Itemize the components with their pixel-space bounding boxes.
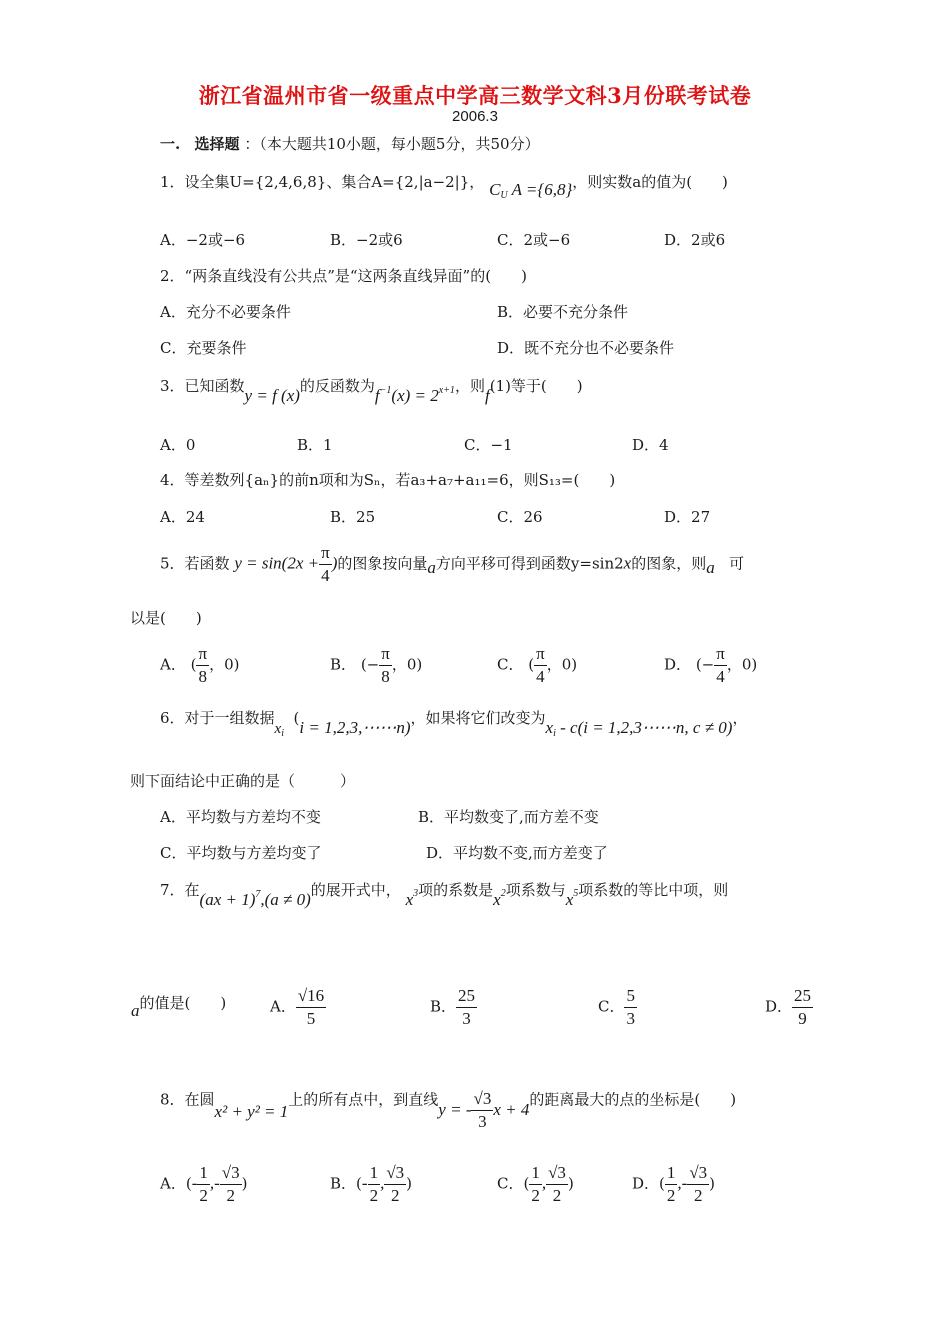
q6-text-b: ，如果将它们改变为: [410, 709, 546, 727]
q5-b-sign: (−: [360, 655, 380, 674]
q3-option-d[interactable]: D．4: [632, 436, 669, 454]
question-3-stem: [160, 376, 583, 405]
q8-a-d2: 2: [226, 1186, 235, 1205]
q3-text-b: 的反函数为: [299, 377, 375, 395]
q5-func: y = sin(2x +: [234, 553, 320, 573]
q4-option-d[interactable]: D．27: [664, 508, 711, 526]
q8-line-num: √3: [471, 1088, 493, 1111]
q6-range: i = 1,2,3,⋯⋯n): [299, 718, 411, 737]
q1-set: A ={6,8}: [511, 180, 573, 199]
q5-a-sign: (: [190, 655, 197, 674]
q2-option-c[interactable]: C．充要条件: [160, 339, 247, 357]
q5-d-den: 4: [716, 667, 725, 686]
q5-four: 4: [321, 566, 330, 585]
q7-option-d[interactable]: [765, 985, 813, 1030]
q6-text-a: 6．对于一组数据: [160, 709, 275, 727]
q8-option-c[interactable]: [497, 1162, 574, 1207]
q8-line-rest: x + 4: [493, 1099, 530, 1119]
q7-d-den: 9: [798, 1009, 807, 1028]
q3-text-a: 3．已知函数: [160, 377, 245, 395]
question-7-stem: [160, 880, 729, 909]
q7-a: a: [131, 1001, 140, 1020]
q5-b-num: π: [379, 643, 392, 666]
q7-x3: [406, 890, 419, 909]
q5-x: x: [623, 553, 632, 573]
q7-text-e: 项系数的等比中项，则: [578, 881, 729, 899]
q8-d-tail: ): [709, 1174, 716, 1193]
q8-a-sign: -: [191, 1173, 198, 1193]
q8-c-frac1: [529, 1162, 542, 1207]
q7-b-frac: [456, 985, 477, 1030]
q7-x2-sup: 2: [500, 888, 506, 899]
q3-option-c[interactable]: C．−1: [464, 436, 513, 454]
q7-c-den: 3: [626, 1009, 635, 1028]
q5-a-tail: ，0): [209, 655, 240, 674]
q7-text-d: 项系数与: [505, 881, 566, 899]
q8-option-b[interactable]: [330, 1162, 412, 1207]
q8-option-d[interactable]: [632, 1162, 715, 1207]
q5-stem-line2: 以是( ): [130, 609, 202, 627]
q7-expr-cond: ,(a ≠ 0): [260, 890, 311, 909]
question-5-stem: [160, 542, 744, 587]
q4-option-a[interactable]: A．24: [160, 508, 205, 526]
q7-x2: [493, 890, 506, 909]
q5-text-e: 可: [729, 554, 745, 573]
q7-b-num: 25: [456, 985, 477, 1008]
q1-option-a[interactable]: A．−2或−6: [160, 231, 246, 249]
question-8-stem: [160, 1078, 737, 1131]
q8-a-tail: ): [241, 1174, 248, 1193]
q5-a-num: π: [196, 643, 209, 666]
q3-option-b[interactable]: B．1: [297, 436, 333, 454]
q3-inv-sup: −1: [379, 385, 392, 396]
question-6-stem: [160, 708, 748, 739]
question-4-stem: 4．等差数列{aₙ}的前n项和为Sₙ，若a₃+a₇+a₁₁=6，则S₁₃=( ): [160, 471, 616, 489]
q8-line-den: 3: [478, 1112, 487, 1131]
q1-c-sub: U: [500, 190, 508, 201]
q7-x2-base: x: [493, 890, 501, 909]
q8-b-mid: ,: [380, 1173, 385, 1193]
q7-text-b: 的展开式中，: [310, 881, 401, 899]
q6-option-b[interactable]: B．平均数变了,而方差不变: [418, 808, 599, 826]
q6-expr-rest: - c(i = 1,2,3⋯⋯n, c ≠ 0): [555, 718, 733, 737]
q5-close: ): [331, 553, 338, 573]
q8-b-n1: 1: [368, 1162, 381, 1185]
q5-c-sign: (: [528, 655, 535, 674]
q8-c-frac2: [546, 1162, 568, 1207]
q7-c-frac: [624, 985, 637, 1030]
q5-d-sign: (−: [695, 655, 715, 674]
q5-option-c[interactable]: [497, 643, 577, 688]
q7-x3-base: x: [405, 890, 414, 909]
q3-inverse: [375, 386, 455, 405]
q5-vector-2: a: [706, 557, 715, 577]
q1-option-b[interactable]: B．−2或6: [330, 231, 403, 249]
q5-b-den: 8: [381, 667, 390, 686]
q6-x-sub: i: [281, 728, 284, 739]
q1-option-c[interactable]: C．2或−6: [497, 231, 571, 249]
q7-option-a[interactable]: [270, 985, 326, 1030]
q8-b-frac2: [384, 1162, 406, 1207]
q8-d-label: D．(: [632, 1174, 665, 1193]
q8-d-frac2: [687, 1162, 709, 1207]
q5-c-num: π: [534, 643, 547, 666]
q1-complement: [489, 180, 572, 199]
q8-d-frac1: [665, 1162, 678, 1207]
q7-text-a: 7．在: [160, 881, 200, 899]
page-title: 浙江省温州市省一级重点中学高三数学文科3月份联考试卷: [198, 83, 752, 108]
q5-text-a: 5．若函数: [160, 554, 230, 573]
q5-option-b[interactable]: [330, 643, 422, 688]
q8-b-sign: -: [361, 1173, 368, 1193]
q6-expr-sub: i: [553, 728, 556, 739]
q8-text-a: 8．在圆: [160, 1090, 215, 1109]
q5-option-a[interactable]: [160, 643, 239, 688]
q8-d-mid: ,-: [677, 1173, 688, 1193]
q7-b-den: 3: [462, 1009, 471, 1028]
q5-d-num: π: [714, 643, 727, 666]
q8-b-d1: 2: [369, 1186, 379, 1205]
q8-line-frac: [471, 1088, 493, 1133]
q7-option-c[interactable]: [598, 985, 637, 1030]
q5-vector: a: [427, 557, 436, 577]
question-2-stem: 2．“两条直线没有公共点”是“这两条直线异面”的( ): [160, 267, 527, 285]
q8-b-n2: √3: [384, 1162, 406, 1185]
q5-pi: π: [319, 542, 332, 565]
q7-c-label: C．: [598, 997, 625, 1016]
q6-option-d[interactable]: D．平均数不变,而方差变了: [426, 844, 608, 862]
q7-c-num: 5: [624, 985, 637, 1008]
q6-expr-x: x: [545, 718, 554, 737]
q7-expr: [200, 890, 311, 909]
q7-d-frac: [792, 985, 813, 1030]
q1-text-b: ，则实数a的值为( ): [572, 173, 728, 191]
q6-xi: [275, 721, 284, 737]
q8-b-label: B．(: [330, 1174, 362, 1193]
q3-inv-rest: (x) = 2: [391, 386, 439, 405]
q5-b-frac: [379, 643, 392, 688]
q4-option-b[interactable]: B．25: [330, 508, 376, 526]
section-header: [160, 134, 540, 154]
q5-c-den: 4: [536, 667, 545, 686]
q1-option-d[interactable]: D．2或6: [664, 231, 726, 249]
q6-expr: [546, 718, 733, 737]
q7-d-label: D．: [765, 997, 793, 1016]
q5-a-label: A．: [160, 655, 186, 674]
q5-text-c: 方向平移可得到函数y=sin2: [435, 554, 624, 573]
q5-text-d: 的图象，则: [631, 554, 707, 573]
q8-b-tail: ): [406, 1174, 413, 1193]
q7-expr-base: (ax + 1): [199, 890, 256, 909]
q8-a-mid: ,-: [209, 1173, 220, 1193]
q3-text-d: (1)等于( ): [489, 377, 583, 395]
q6-option-a[interactable]: A．平均数与方差均不变: [160, 808, 321, 826]
q5-b-tail: ，0): [391, 655, 423, 674]
q5-c-frac: [534, 643, 547, 688]
q8-option-a[interactable]: [160, 1162, 247, 1207]
q8-text-c: 的距离最大的点的坐标是( ): [529, 1090, 737, 1109]
q6-x: x: [274, 721, 282, 737]
q8-a-label: A．(: [160, 1174, 192, 1193]
q7-expr-sup: 7: [255, 889, 261, 900]
q5-d-label: D．: [664, 655, 692, 674]
q5-d-tail: ，0): [726, 655, 758, 674]
q6-option-c[interactable]: C．平均数与方差均变了: [160, 844, 322, 862]
q8-a-d1: 2: [199, 1186, 208, 1205]
q5-a-frac: [196, 643, 209, 688]
q3-option-a[interactable]: A．0: [160, 436, 196, 454]
q8-c-label: C．(: [497, 1174, 530, 1193]
q8-text-b: 上的所有点中，到直线: [288, 1090, 439, 1109]
q3-text-c: ，则: [454, 377, 485, 395]
q5-a-den: 8: [198, 667, 208, 686]
q7-x5: [566, 890, 579, 909]
q2-option-b[interactable]: B．必要不充分条件: [497, 303, 629, 321]
q5-b-label: B．: [330, 655, 357, 674]
q7-a-num: √16: [296, 985, 326, 1008]
q7-option-b[interactable]: [430, 985, 477, 1030]
q8-c-n1: 1: [529, 1162, 542, 1185]
exam-date: 2006.3: [452, 108, 498, 125]
q8-d-d2: 2: [693, 1186, 703, 1205]
q8-a-n2: √3: [220, 1162, 242, 1185]
q8-d-d1: 2: [666, 1186, 676, 1205]
q6-stem-line2: 则下面结论中正确的是（ ）: [130, 772, 356, 790]
q8-a-n1: 1: [197, 1162, 210, 1185]
q5-c-tail: ，0): [546, 655, 578, 674]
q7-text-c: 项的系数是: [418, 881, 494, 899]
q8-c-mid: ,: [541, 1173, 547, 1193]
q8-c-tail: ): [567, 1174, 574, 1193]
section-name: 选择题: [194, 135, 240, 153]
q5-text-b: 的图象按向量: [337, 554, 428, 573]
q4-option-c[interactable]: C．26: [497, 508, 543, 526]
q3-f: f: [374, 386, 380, 405]
q6-comma: ，: [732, 709, 748, 727]
q7-a-den: 5: [306, 1009, 316, 1028]
q2-option-d[interactable]: D．既不充分也不必要条件: [497, 339, 675, 357]
q8-d-n1: 1: [665, 1162, 678, 1185]
q2-option-a[interactable]: A．充分不必要条件: [160, 303, 291, 321]
q5-c-label: C．: [497, 655, 524, 674]
q1-c: C: [489, 180, 501, 199]
q8-c-n2: √3: [546, 1162, 568, 1185]
q1-text-a: 1．设全集U={2,4,6,8}、集合A={2,|a−2|}，: [160, 173, 485, 191]
section-note: ：（本大题共10小题，每小题5分，共50分）: [244, 135, 540, 153]
q7-text-line2: 的值是( ): [139, 994, 227, 1012]
q7-b-label: B．: [430, 997, 457, 1016]
q8-c-d1: 2: [531, 1186, 540, 1205]
q8-line-y: y = -: [438, 1099, 472, 1119]
q7-x5-sup: 5: [573, 888, 579, 899]
q7-a-frac: [296, 985, 326, 1030]
q8-a-frac2: [220, 1162, 242, 1207]
q8-b-frac1: [368, 1162, 381, 1207]
q3-func: y = f (x): [244, 386, 300, 405]
q8-b-d2: 2: [390, 1186, 400, 1205]
q8-a-frac1: [197, 1162, 210, 1207]
q3-exp: x+1: [438, 385, 455, 396]
question-1-stem: [160, 172, 728, 201]
q3-f2: f: [484, 386, 490, 405]
q6-paren: (: [293, 709, 300, 727]
q7-x5-base: x: [565, 890, 574, 909]
section-number: 一.: [160, 135, 181, 153]
q8-d-n2: √3: [687, 1162, 709, 1185]
q5-d-frac: [714, 643, 727, 688]
q7-a-label: A．: [270, 997, 296, 1016]
q5-option-d[interactable]: [664, 643, 757, 688]
q5-pi-over-4: [319, 542, 332, 587]
q7-d-num: 25: [792, 985, 813, 1008]
q8-c-d2: 2: [552, 1186, 562, 1205]
q8-circle: x² + y² = 1: [214, 1101, 289, 1121]
q7-stem-line2: [131, 993, 227, 1020]
q7-x3-sup: 3: [413, 888, 419, 899]
